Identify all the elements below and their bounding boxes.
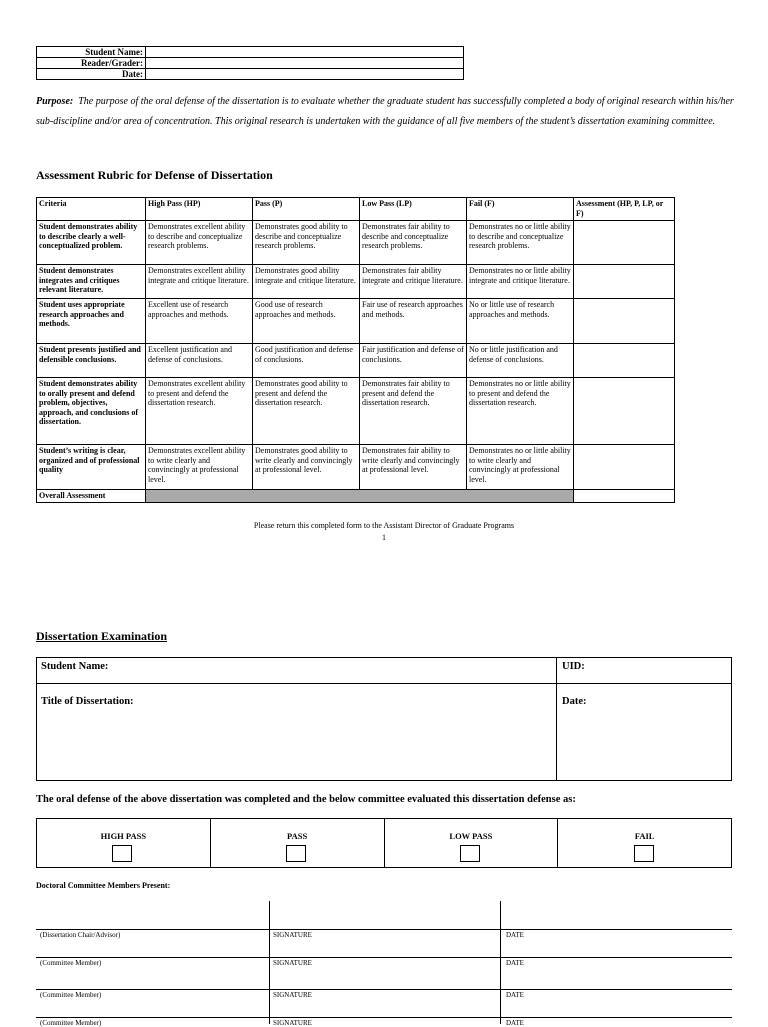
grade-option-high-pass <box>37 819 211 867</box>
signature-label: SIGNATURE <box>273 991 312 999</box>
assessment-cell[interactable] <box>574 299 675 344</box>
divider <box>37 683 731 684</box>
high-pass-checkbox[interactable] <box>112 845 132 862</box>
committee-role: (Committee Member) <box>40 1019 102 1027</box>
rubric-header-row <box>37 198 675 221</box>
pass-checkbox[interactable] <box>286 845 306 862</box>
high-pass-cell: Demonstrates excellent ability to present and defend the dissertation research. <box>146 378 253 445</box>
low-pass-checkbox[interactable] <box>460 845 480 862</box>
fail-cell: Demonstrates no or little ability to present and defend the dissertation research. <box>467 378 574 445</box>
low-pass-cell: Demonstrates fair ability to write clearly and convincingly at professional level. <box>360 445 467 490</box>
exam-student-name-label: Student Name: <box>41 661 109 672</box>
exam-info-box <box>36 657 732 781</box>
header-pass: Pass (P) <box>253 198 360 221</box>
reader-grader-label: Reader/Grader: <box>37 58 146 69</box>
header-high-pass: High Pass (HP) <box>146 198 253 221</box>
rubric-row <box>37 378 675 445</box>
purpose-paragraph <box>36 92 740 132</box>
assessment-cell[interactable] <box>574 265 675 299</box>
date-label: DATE <box>506 1019 524 1027</box>
grade-label: HIGH PASS <box>100 831 147 841</box>
oral-defense-statement: The oral defense of the above dissertation was completed and the below committee evaluated this dissertation defense as: <box>36 794 576 805</box>
pass-cell: Good use of research approaches and methods. <box>253 299 360 344</box>
uid-label: UID: <box>562 661 585 672</box>
signature-label: SIGNATURE <box>273 1019 312 1027</box>
signature-line <box>36 1017 732 1018</box>
dissertation-title-label: Title of Dissertation: <box>41 696 134 707</box>
fail-cell: No or little use of research approaches and methods. <box>467 299 574 344</box>
date-label: DATE <box>506 931 524 939</box>
high-pass-cell: Demonstrates excellent ability to describe and conceptualize research problems. <box>146 221 253 265</box>
student-info-table <box>36 46 464 80</box>
fail-cell: Demonstrates no or little ability integrate and critique literature. <box>467 265 574 299</box>
grade-label: LOW PASS <box>449 831 493 841</box>
high-pass-cell: Excellent use of research approaches and methods. <box>146 299 253 344</box>
fail-cell: Demonstrates no or little ability to write clearly and convincingly at professional level. <box>467 445 574 490</box>
reader-grader-field[interactable] <box>146 58 464 69</box>
pass-cell: Demonstrates good ability to present and defend the dissertation research. <box>253 378 360 445</box>
pass-cell: Good justification and defense of conclusions. <box>253 344 360 378</box>
signature-line <box>36 957 732 958</box>
high-pass-cell: Demonstrates excellent ability integrate and critique literature. <box>146 265 253 299</box>
rubric-row <box>37 221 675 265</box>
assessment-cell[interactable] <box>574 445 675 490</box>
return-note: Please return this completed form to the Assistant Director of Graduate Programs <box>253 521 515 530</box>
grade-option-pass <box>211 819 385 867</box>
assessment-cell[interactable] <box>574 378 675 445</box>
overall-assessment-label: Overall Assessment <box>37 490 146 503</box>
student-name-label: Student Name: <box>37 47 146 58</box>
fail-checkbox[interactable] <box>634 845 654 862</box>
overall-assessment-row <box>37 490 675 503</box>
rubric-row <box>37 299 675 344</box>
purpose-label: Purpose: <box>36 96 74 107</box>
date-field[interactable] <box>146 69 464 80</box>
grade-selection-box <box>36 818 732 868</box>
criteria-cell: Student demonstrates integrates and critiques relevant literature. <box>37 265 146 299</box>
pass-cell: Demonstrates good ability integrate and critique literature. <box>253 265 360 299</box>
rubric-table <box>36 197 675 503</box>
committee-role: (Committee Member) <box>40 959 102 967</box>
signature-label: SIGNATURE <box>273 931 312 939</box>
student-name-field[interactable] <box>146 47 464 58</box>
low-pass-cell: Demonstrates fair ability integrate and critique literature. <box>360 265 467 299</box>
criteria-cell: Student presents justified and defensible conclusions. <box>37 344 146 378</box>
pass-cell: Demonstrates good ability to write clearly and convincingly at professional level. <box>253 445 360 490</box>
criteria-cell: Student demonstrates ability to describe clearly a well-conceptualized problem. <box>37 221 146 265</box>
divider <box>556 658 557 780</box>
rubric-row <box>37 265 675 299</box>
assessment-cell[interactable] <box>574 344 675 378</box>
pass-cell: Demonstrates good ability to describe and conceptualize research problems. <box>253 221 360 265</box>
grade-label: PASS <box>287 831 308 841</box>
criteria-cell: Student’s writing is clear, organized and of professional quality <box>37 445 146 490</box>
grade-option-low-pass <box>385 819 559 867</box>
date-label: DATE <box>506 959 524 967</box>
date-label: DATE <box>506 991 524 999</box>
shaded-cell <box>146 490 574 503</box>
committee-row[interactable] <box>36 929 732 967</box>
criteria-cell: Student uses appropriate research approaches and methods. <box>37 299 146 344</box>
fail-cell: Demonstrates no or little ability to describe and conceptualize research problems. <box>467 221 574 265</box>
criteria-cell: Student demonstrates ability to orally present and defend problem, objectives, approach, and conclusions of dissertation. <box>37 378 146 445</box>
low-pass-cell: Fair justification and defense of conclusions. <box>360 344 467 378</box>
signature-label: SIGNATURE <box>273 959 312 967</box>
low-pass-cell: Fair use of research approaches and methods. <box>360 299 467 344</box>
committee-row[interactable] <box>36 961 732 999</box>
purpose-text: The purpose of the oral defense of the dissertation is to evaluate whether the graduate student has successfully completed a body of original research within his/her sub-discipline and/or area of concentration. This original research is undertaken with the guidance of all five members of the student’s dissertation examining committee. <box>36 96 734 127</box>
low-pass-cell: Demonstrates fair ability to describe and conceptualize research problems. <box>360 221 467 265</box>
committee-role: (Committee Member) <box>40 991 102 999</box>
committee-row[interactable] <box>36 989 732 1027</box>
grade-option-fail <box>558 819 731 867</box>
low-pass-cell: Demonstrates fair ability to present and defend the dissertation research. <box>360 378 467 445</box>
committee-title: Doctoral Committee Members Present: <box>36 881 171 890</box>
exam-date-label: Date: <box>562 696 587 707</box>
rubric-row <box>37 344 675 378</box>
assessment-cell[interactable] <box>574 221 675 265</box>
committee-row[interactable] <box>36 901 732 939</box>
header-low-pass: Low Pass (LP) <box>360 198 467 221</box>
fail-cell: No or little justification and defense of conclusions. <box>467 344 574 378</box>
rubric-row <box>37 445 675 490</box>
page-number: 1 <box>382 533 386 542</box>
grade-label: FAIL <box>634 831 655 841</box>
rubric-title: Assessment Rubric for Defense of Dissertation <box>36 168 273 182</box>
header-fail: Fail (F) <box>467 198 574 221</box>
committee-role: (Dissertation Chair/Advisor) <box>40 931 121 939</box>
high-pass-cell: Demonstrates excellent ability to write clearly and convincingly at professional level. <box>146 445 253 490</box>
high-pass-cell: Excellent justification and defense of conclusions. <box>146 344 253 378</box>
header-assessment: Assessment (HP, P, LP, or F) <box>574 198 675 221</box>
overall-assessment-field[interactable] <box>574 490 675 503</box>
committee-signature-table <box>36 901 732 1027</box>
exam-title: Dissertation Examination <box>36 629 168 643</box>
date-label: Date: <box>37 69 146 80</box>
header-criteria: Criteria <box>37 198 146 221</box>
